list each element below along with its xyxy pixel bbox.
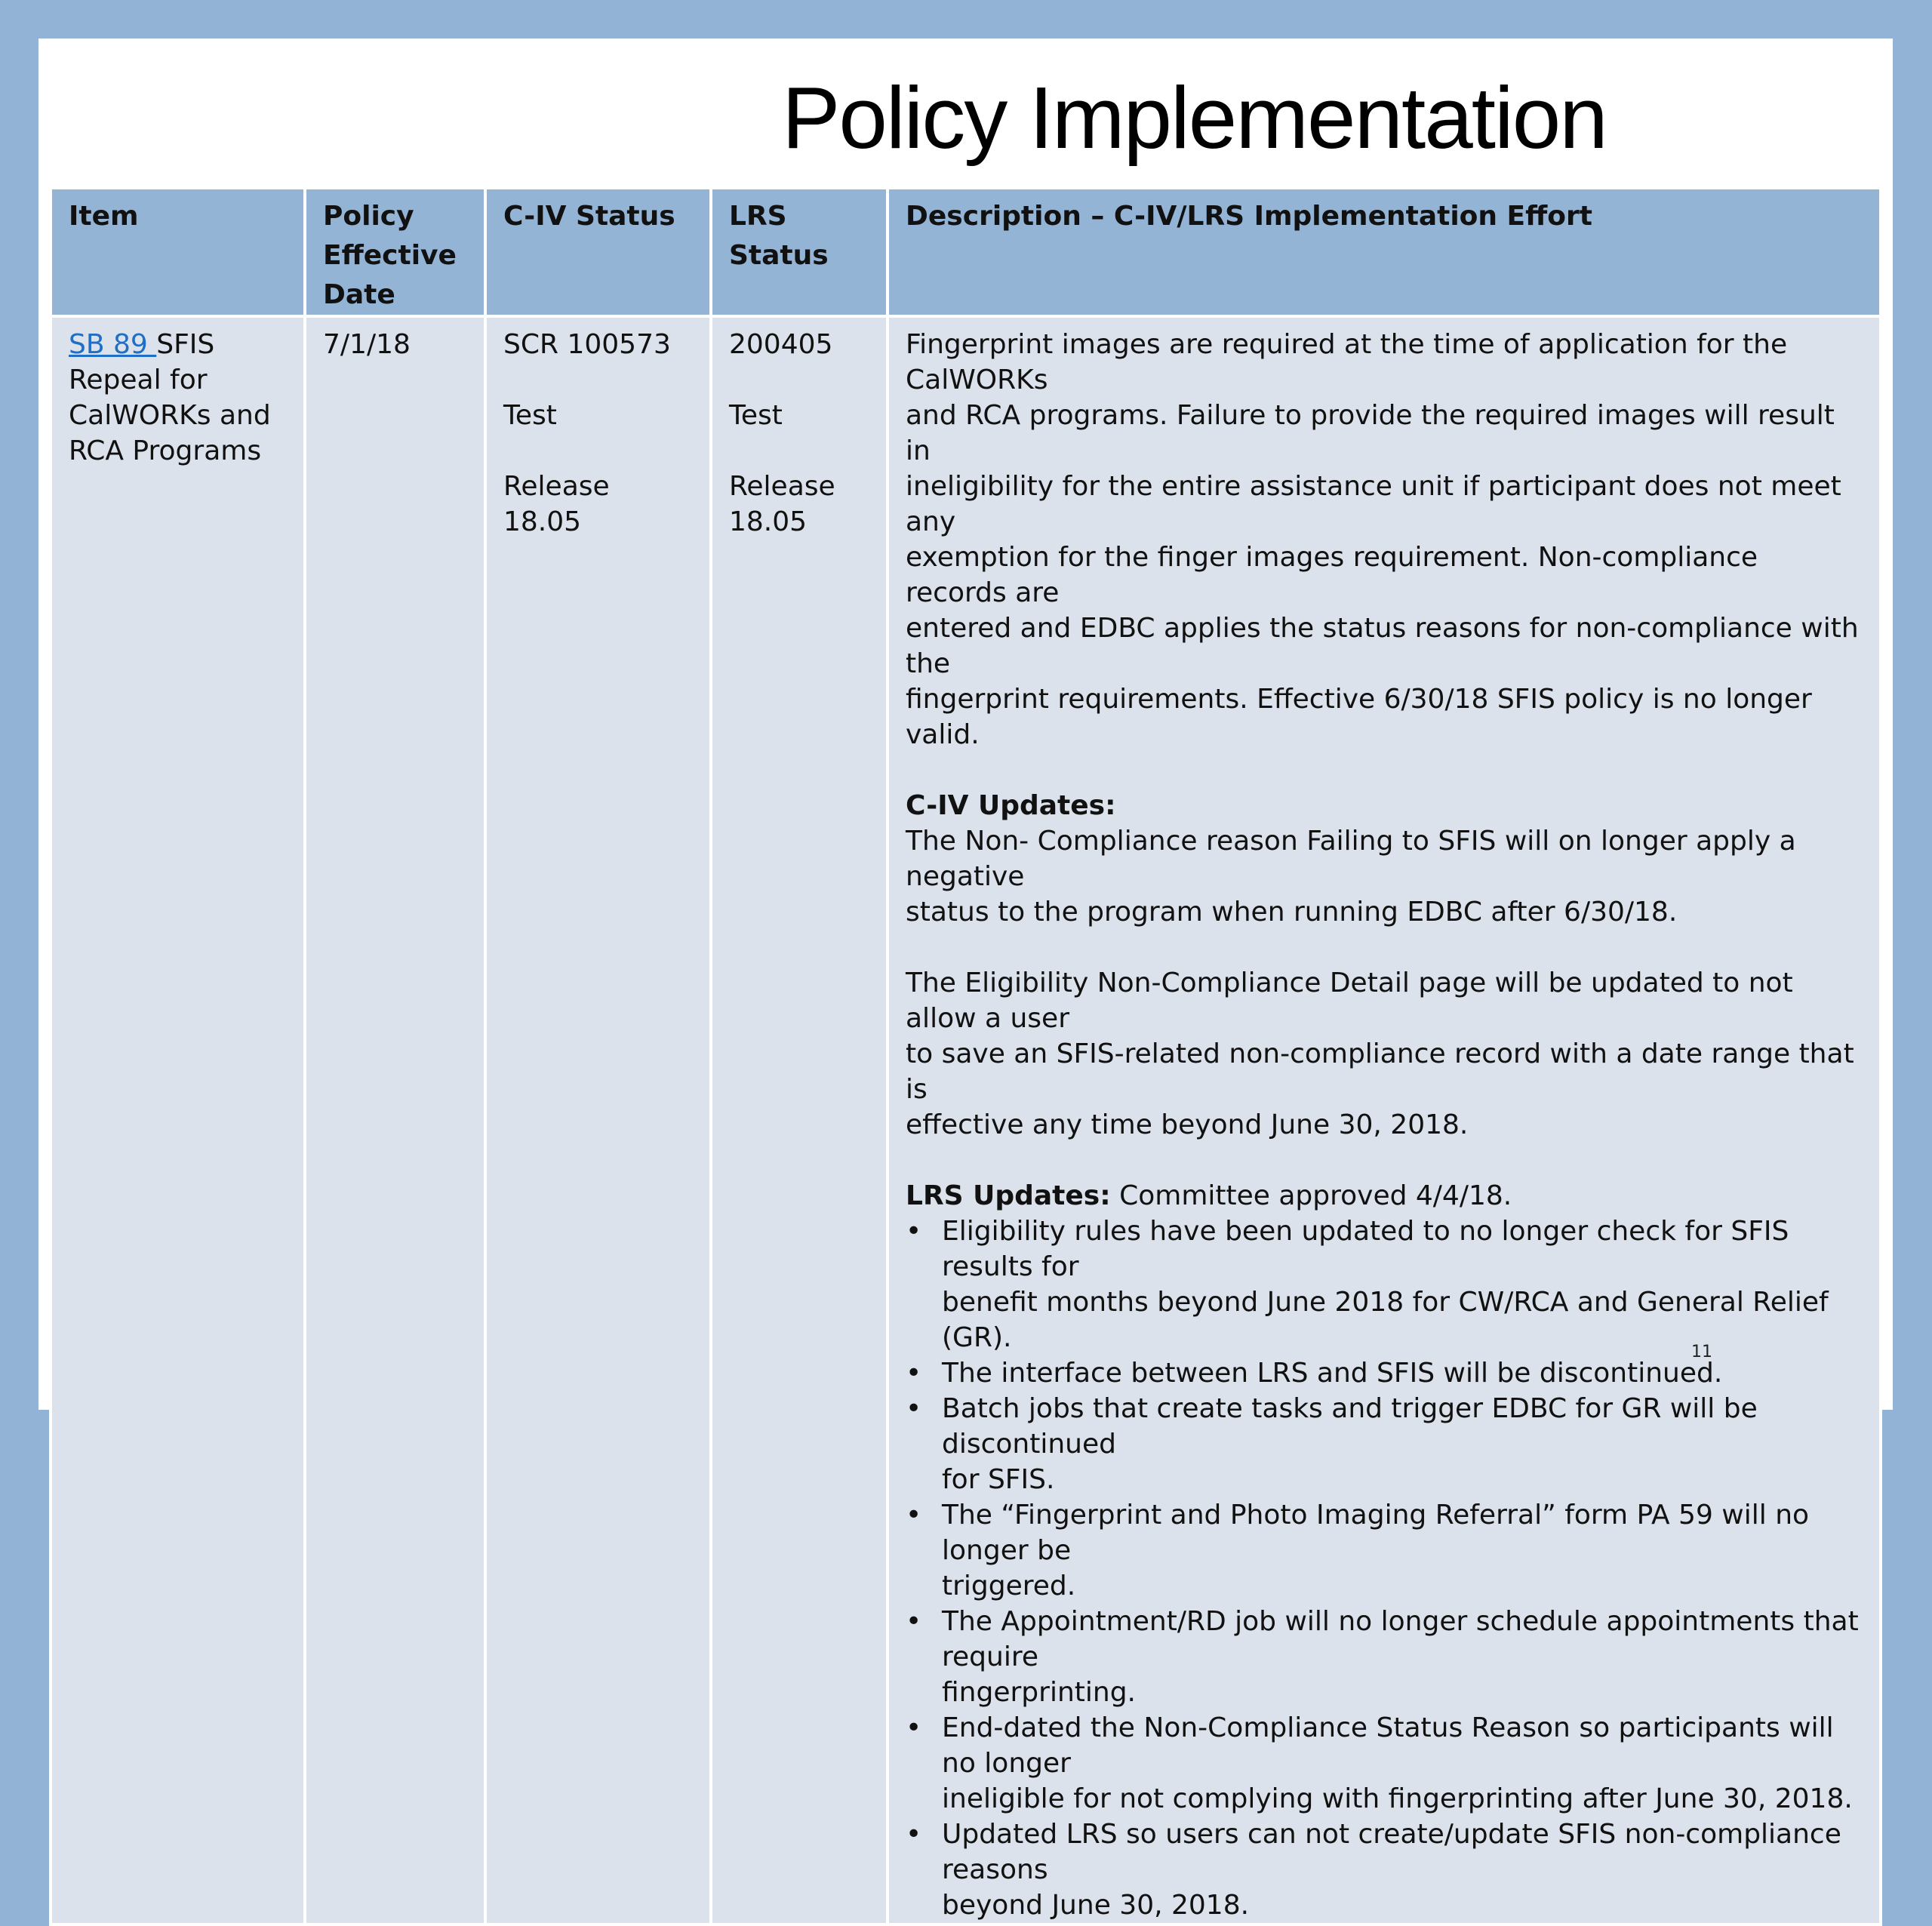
- list-item: • The interface between LRS and SFIS will be discontinued.: [906, 1355, 1864, 1391]
- lrs-phase: Test: [729, 400, 783, 431]
- effective-date: 7/1/18: [323, 329, 411, 360]
- header-policy-effective-date: [305, 188, 485, 316]
- lrs-updates-list: [906, 1214, 1864, 1923]
- civ-release-number: 18.05: [503, 506, 582, 537]
- civ-update-line: The Eligibility Non-Compliance Detail page will be updated to not allow a user: [906, 968, 1793, 1034]
- item-text: SFIS: [156, 329, 215, 360]
- bullet-icon: •: [906, 1393, 922, 1424]
- description-line: Fingerprint images are required at the time of application for the CalWORKs: [906, 329, 1788, 395]
- lrs-updates-heading: LRS Updates:: [906, 1180, 1111, 1211]
- bullet-icon: •: [906, 1500, 922, 1531]
- slide-number: [1691, 1344, 1712, 1352]
- list-item: • Updated LRS so users can not create/update SFIS non-compliance reasons beyond June 30, 2018.: [906, 1817, 1864, 1923]
- bullet-icon: •: [906, 1216, 922, 1247]
- item-line: Repeal for: [69, 365, 208, 395]
- header-date-line: Effective: [323, 240, 457, 271]
- lrs-updates-note: Committee approved 4/4/18.: [1110, 1180, 1512, 1211]
- item-line: CalWORKs and: [69, 400, 271, 431]
- header-lrs-status: [711, 188, 888, 316]
- bullet-icon: •: [906, 1819, 922, 1850]
- civ-update-line: to save an SFIS-related non-compliance record with a date range that is: [906, 1038, 1854, 1105]
- description-intro: [906, 327, 1864, 752]
- policy-table: [49, 186, 1882, 1926]
- cell-effective-date: [305, 316, 485, 1924]
- list-item: • The Appointment/RD job will no longer schedule appointments that require fingerprinting.: [906, 1604, 1864, 1710]
- description-line: fingerprint requirements. Effective 6/30/18 SFIS policy is no longer valid.: [906, 684, 1812, 750]
- cell-lrs-status: [711, 316, 888, 1924]
- lrs-number: 200405: [729, 329, 833, 360]
- header-description-line: Description – C-IV/LRS Implementation Effort: [906, 201, 1593, 232]
- civ-update-line: effective any time beyond June 30, 2018.: [906, 1109, 1469, 1140]
- list-item: • End-dated the Non-Compliance Status Reason so participants will no longer ineligible for not complying with fingerprinting after June 30, 2018.: [906, 1710, 1864, 1817]
- civ-update-line: status to the program when running EDBC after 6/30/18.: [906, 897, 1678, 928]
- description-line: entered and EDBC applies the status reasons for non-compliance with the: [906, 613, 1859, 679]
- cell-item: [51, 316, 305, 1924]
- civ-update-line: The Non- Compliance reason Failing to SFIS will on longer apply a negative: [906, 826, 1796, 892]
- header-civ-line: C-IV Status: [503, 201, 675, 232]
- bullet-icon: •: [906, 1358, 922, 1389]
- list-item: • Eligibility rules have been updated to no longer check for SFIS results for benefit months beyond June 2018 for CW/RCA and General Relief (GR).: [906, 1214, 1864, 1355]
- item-line: RCA Programs: [69, 435, 262, 466]
- header-item: [51, 188, 305, 316]
- header-description: [888, 188, 1881, 316]
- description-line: exemption for the finger images requirement. Non-compliance records are: [906, 542, 1758, 608]
- header-civ-status: [485, 188, 711, 316]
- header-lrs-line: Status: [729, 240, 829, 271]
- cell-description: [888, 316, 1881, 1924]
- table-row: [51, 316, 1881, 1924]
- civ-updates-heading: C-IV Updates:: [906, 790, 1116, 821]
- lrs-release-number: 18.05: [729, 506, 808, 537]
- header-date-line: Policy: [323, 201, 414, 232]
- list-item: • The “Fingerprint and Photo Imaging Referral” form PA 59 will no longer be triggered.: [906, 1497, 1864, 1604]
- header-lrs-line: LRS: [729, 201, 787, 232]
- lrs-release-label: Release: [729, 471, 835, 502]
- description-line: and RCA programs. Failure to provide the required images will result in: [906, 400, 1835, 466]
- list-item: • Batch jobs that create tasks and trigger EDBC for GR will be discontinued for SFIS.: [906, 1391, 1864, 1497]
- table-header-row: [51, 188, 1881, 316]
- civ-release-label: Release: [503, 471, 610, 502]
- sb89-link[interactable]: SB 89: [69, 329, 157, 360]
- bullet-icon: •: [906, 1606, 922, 1637]
- cell-civ-status: [485, 316, 711, 1924]
- civ-phase: Test: [503, 400, 557, 431]
- description-line: ineligibility for the entire assistance unit if participant does not meet any: [906, 471, 1841, 537]
- item-first-line: [69, 327, 288, 362]
- lrs-updates-line: [906, 1178, 1864, 1214]
- header-item-line: Item: [69, 201, 139, 232]
- bullet-icon: •: [906, 1712, 922, 1743]
- header-date-line: Date: [323, 279, 395, 310]
- slide-title: Policy Implementation: [782, 69, 1607, 167]
- civ-scr: SCR 100573: [503, 329, 671, 360]
- slide: [38, 38, 1893, 1921]
